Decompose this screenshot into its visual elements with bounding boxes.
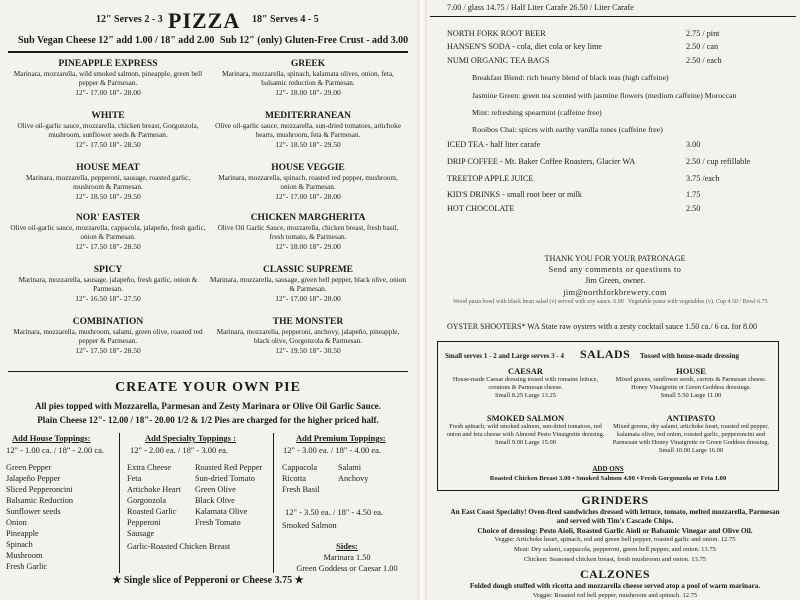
- premium-toppings-list-2: [338, 462, 368, 484]
- salad-name: CAESAR: [508, 366, 543, 376]
- add-ons-title: ADD ONS: [592, 465, 624, 473]
- pizza-desc: Marinara, mozzarella, spinach, kalamata olives, onion, feta, balsamic reduction & Parmesan.: [222, 70, 394, 87]
- salads-title: SALADS: [580, 347, 631, 361]
- grinder-chicken: Chicken: Seasoned chicken breast, fresh mushroom and onion. 13.75: [523, 556, 707, 563]
- specialty-toppings-last: Garlic-Roasted Chicken Breast: [127, 542, 231, 551]
- list-item: Sun-dried Tomato: [195, 474, 255, 483]
- list-item: Onion: [6, 518, 27, 527]
- divider: [273, 433, 274, 573]
- drink-price: 2.50 / each: [686, 56, 722, 65]
- salad-item: [612, 413, 770, 454]
- grinders-desc: An East Coast Specialty! Oven-fired sandwiches dressed with lettuce, tomato, melted mozzarella, Parmesan: [450, 508, 780, 516]
- pizza-price: 12"- 17.50 18"- 28.50: [75, 242, 141, 251]
- pizza-name: NOR' EASTER: [75, 213, 141, 223]
- list-item: Artichoke Heart: [127, 485, 181, 494]
- salad-dressing-note: Tossed with house-made dressing: [640, 352, 739, 360]
- pizza-name: THE MONSTER: [272, 317, 344, 327]
- drink-price: 2.50: [686, 204, 701, 213]
- pizza-price: 12"- 16.50 18"- 27.50: [75, 294, 141, 303]
- list-item: Spinach: [6, 540, 33, 549]
- list-item: Sunflower seeds: [6, 507, 61, 516]
- list-item: Fresh Basil: [282, 485, 320, 494]
- pizza-name: HOUSE VEGGIE: [271, 163, 345, 173]
- pizza-price: 12"- 17.00 18"- 28.00: [275, 294, 341, 303]
- pizza-item: [210, 316, 406, 356]
- pizza-desc: Olive Oil Garlic Sauce, mozzarella, chicken breast, fresh basil, fresh tomato, & Parmesan.: [217, 224, 399, 241]
- tea-item: Rooibos Chai: spices with earthy vanilla tones (caffeine free): [472, 125, 663, 134]
- smoked-salmon-topping: Smoked Salmon: [282, 521, 337, 530]
- pizza-name: COMBINATION: [72, 317, 144, 327]
- list-item: Gorgonzola: [127, 496, 167, 505]
- drink-name: HANSEN'S SODA - cola, diet cola or key lime: [447, 42, 602, 51]
- list-item: Roasted Red Pepper: [195, 463, 263, 472]
- create-your-own-note: All pies topped with Mozzarella, Parmesan and Zesty Marinara or Olive Oil Garlic Sauce.: [35, 401, 381, 411]
- pizza-item: [210, 212, 406, 252]
- pizza-name: WHITE: [91, 111, 125, 121]
- premium-toppings-list-1: [282, 462, 320, 495]
- list-item: Sausage: [127, 529, 155, 538]
- list-item: Jalapeño Pepper: [6, 474, 61, 483]
- list-item: Anchovy: [338, 474, 369, 483]
- pizza-item: [10, 316, 206, 356]
- specialty-toppings-list-1: [127, 462, 181, 539]
- pizza-desc: Marinara, mozzarella, pepperoni, sausage, roasted garlic, mushroom & Parmesan.: [25, 174, 191, 191]
- pizza-item: [10, 212, 206, 252]
- pizza-item: [210, 58, 406, 98]
- salad-desc: Fresh spinach, wild smoked salmon, sun-dried tomatoes, red onion and feta cheese with Almond Pesto Vinaigrette dressing.: [446, 423, 605, 438]
- list-item: Cappacola: [282, 463, 318, 472]
- pizza-item: [10, 264, 206, 304]
- salad-desc: Mixed greens, sunflower seeds, carrots & Parmesan cheese. Honey Vinaigrette or Green Goddess dressings.: [615, 376, 767, 391]
- list-item: Green Olive: [195, 485, 236, 494]
- divider: [430, 16, 796, 17]
- list-item: Balsamic Reduction: [6, 496, 74, 505]
- pizza-item: [10, 110, 206, 150]
- salad-item: [443, 366, 608, 399]
- pizza-desc: Olive oil-garlic sauce, mozzarella, chicken breast, Gorgonzola, mushroom, sunflower seeds & Parmesan.: [17, 122, 199, 139]
- salad-desc: House-made Caesar dressing tossed with romaine lettuce, croutons & Parmesan cheese.: [452, 376, 599, 391]
- drink-price: 1.75: [686, 190, 701, 199]
- pizza-item: [10, 58, 206, 98]
- drink-name: TREETOP APPLE JUICE: [447, 174, 534, 183]
- drink-price: 2.50 / can: [686, 42, 719, 51]
- plain-cheese-price: Plain Cheese 12"- 12.00 / 18"- 20.00 1/2 & 1/2 Pies are charged for the higher priced half.: [37, 415, 379, 425]
- list-item: Feta: [127, 474, 142, 483]
- drink-price: 2.75 / pint: [686, 29, 720, 38]
- grinders-desc-2: and served with Tim's Cascade Chips.: [556, 517, 674, 525]
- gluten-free-note: Sub 12" (only) Gluten-Free Crust - add 3.00: [220, 35, 409, 46]
- size-12-header: 12" Serves 2 - 3: [96, 14, 163, 25]
- pizza-price: 12"- 17.50 18"- 28.50: [75, 140, 141, 149]
- divider: [8, 51, 408, 53]
- drink-price: 3.75 /each: [686, 174, 720, 183]
- list-item: Kalamata Olive: [195, 507, 248, 516]
- tea-item: Breakfast Blend: rich hearty blend of black teas (high caffeine): [472, 73, 669, 82]
- drink-name: NORTH FORK ROOT BEER: [447, 29, 546, 38]
- list-item: Sliced Pepperoncini: [6, 485, 73, 494]
- create-your-own-title: CREATE YOUR OWN PIE: [115, 380, 301, 395]
- drink-name: NUMI ORGANIC TEA BAGS: [447, 56, 550, 65]
- pizza-price: 12"- 18.00 18"- 29.00: [275, 242, 341, 251]
- calzones-title: CALZONES: [579, 567, 651, 581]
- drink-price: 3.00: [686, 140, 701, 149]
- pizza-name: CHICKEN MARGHERITA: [250, 213, 366, 223]
- grinders-dressing: Choice of dressing: Pesto Aioli, Roasted Garlic Aioli or Balsamic Vinegar and Olive Oil.: [477, 526, 753, 535]
- pizza-item: [210, 264, 406, 304]
- pizza-price: 12"- 19.50 18"- 30.50: [275, 346, 341, 355]
- single-slice-offer: ★ Single slice of Pepperoni or Cheese 3.75 ★: [112, 575, 304, 586]
- size-18-header: 18" Serves 4 - 5: [252, 14, 319, 25]
- wine-prices: 7.00 / glass 14.75 / Half Liter Carafe 26.50 / Liter Carafe: [447, 3, 634, 12]
- tea-item: Mint: refreshing spearmint (caffeine free): [472, 108, 602, 117]
- pizza-desc: Olive oil-garlic sauce, mozzarella, cappacola, jalapeño, fresh garlic, onion & Parmesan.: [10, 224, 206, 241]
- pizza-price: 12"- 18.50 18"- 29.50: [275, 140, 341, 149]
- drink-name: KID'S DRINKS - small root beer or milk: [447, 190, 582, 199]
- pizza-desc: Marinara, mozzarella, spinach, roasted red pepper, mushroom, onion & Parmesan.: [218, 174, 398, 191]
- salad-item: [443, 413, 608, 446]
- calzone-veggie: Veggie: Roasted red bell pepper, mushroom and spinach. 12.75: [532, 592, 698, 599]
- salad-name: SMOKED SALMON: [486, 413, 565, 423]
- salad-name: HOUSE: [676, 366, 706, 376]
- house-toppings-title: Add House Toppings:: [12, 433, 91, 443]
- smoked-salmon-price: 12" - 3.50 ea. / 18" - 4.50 ea.: [285, 507, 384, 517]
- oyster-shooters: OYSTER SHOOTERS* WA State raw oysters with a zesty cocktail sauce 1.50 ca./ 6 ca. for 8.00: [447, 322, 758, 331]
- salad-price: Small 5.50 Large 11.00: [660, 392, 722, 399]
- pizza-item: [10, 162, 206, 202]
- calzones-desc: Folded dough stuffed with ricotta and mozzarella cheese served atop a pool of warm marinara.: [469, 582, 761, 590]
- specialty-toppings-price: 12" - 2.00 ea. / 18" - 3.00 ea.: [130, 445, 229, 455]
- pizza-price: 12"- 17.50 18"- 28.50: [75, 346, 141, 355]
- list-item: Fresh Tomato: [195, 518, 241, 527]
- pizza-desc: Marinara, mozzarella, wild smoked salmon, pineapple, green bell pepper & Parmesan.: [13, 70, 203, 87]
- drink-name: ICED TEA - half liter carafe: [447, 140, 541, 149]
- list-item: Pepperoni: [127, 518, 161, 527]
- divider: [119, 433, 120, 573]
- sides-title: Sides:: [336, 541, 358, 551]
- list-item: Green Pepper: [6, 463, 52, 472]
- salad-sizes: Small serves 1 - 2 and Large serves 3 - 4: [445, 352, 564, 360]
- salad-price: Small 8.25 Large 13.25: [494, 392, 557, 399]
- pizza-price: 12"- 18.50 18"- 29.50: [75, 192, 141, 201]
- pizza-price: 12"- 18.00 18"- 29.00: [275, 88, 341, 97]
- list-item: Ricotta: [282, 474, 306, 483]
- pizza-name: PINEAPPLE EXPRESS: [58, 59, 158, 69]
- divider: [8, 371, 408, 372]
- pizza-item: [210, 110, 406, 150]
- list-item: Salami: [338, 463, 362, 472]
- page-fold: [417, 0, 427, 600]
- house-toppings-price: 12" - 1.00 ca. / 18" - 2.00 ca.: [6, 445, 105, 455]
- list-item: Mushroom: [6, 551, 43, 560]
- salad-price: Small 10.00 Large 16.00: [658, 447, 724, 454]
- pizza-item: [210, 162, 406, 202]
- pizza-name: MEDITERRANEAN: [264, 111, 352, 121]
- pizza-desc: Marinara, mozzarella, sausage, green bell pepper, black olive, onion & Parmesan.: [210, 276, 406, 293]
- list-item: Extra Cheese: [127, 463, 172, 472]
- covered-text: Vegetable pasta with vegetables (v). Cup 4.50 / Bowl 6.75: [628, 299, 768, 305]
- tea-item: Jasmine Green: green tea scented with jasmine flowers (medium caffeine) Moroccan: [472, 91, 737, 100]
- sides-dressing: Green Goddess or Caesar 1.00: [296, 564, 398, 573]
- salad-price: Small 9.00 Large 15.00: [494, 439, 557, 446]
- pizza-name: SPICY: [93, 265, 123, 275]
- drink-price: 2.50 / cup refillable: [686, 157, 751, 166]
- drink-name: HOT CHOCOLATE: [447, 204, 515, 213]
- vegan-cheese-note: Sub Vegan Cheese 12" add 1.00 / 18" add 2.00: [18, 35, 215, 46]
- list-item: Fresh Garlic: [6, 562, 48, 571]
- list-item: Roasted Garlic: [127, 507, 177, 516]
- salad-item: [612, 366, 770, 399]
- list-item: Black Olive: [195, 496, 235, 505]
- page-title: PIZZA: [168, 8, 241, 33]
- premium-toppings-title: Add Premium Toppings:: [296, 433, 386, 443]
- pizza-name: GREEK: [290, 59, 326, 69]
- add-ons-list: Roasted Chicken Breast 3.00 • Smoked Salmon 4.00 • Fresh Gorgonzola or Feta 1.00: [489, 475, 727, 482]
- pizza-name: CLASSIC SUPREME: [262, 265, 353, 275]
- specialty-toppings-list-2: [195, 462, 262, 528]
- sides-marinara: Marinara 1.50: [323, 553, 371, 562]
- premium-toppings-price: 12" - 3.00 ea. / 18" - 4.00 ea.: [283, 445, 382, 455]
- drink-name: DRIP COFFEE - Mt. Baker Coffee Roasters, Glacier WA: [447, 157, 636, 166]
- pizza-name: HOUSE MEAT: [76, 163, 140, 173]
- salad-name: ANTIPASTO: [666, 413, 716, 423]
- grinders-title: GRINDERS: [581, 493, 649, 507]
- pizza-price: 12"- 17.00 18"- 28.00: [75, 88, 141, 97]
- comments-note: Send any comments or questions to: [548, 265, 682, 274]
- owner-name: Jim Green, owner.: [584, 276, 646, 285]
- list-item: Pineapple: [6, 529, 39, 538]
- specialty-toppings-title: Add Specialty Toppings :: [145, 433, 236, 443]
- thank-you: THANK YOU FOR YOUR PATRONAGE: [544, 254, 686, 263]
- house-toppings-list: [6, 462, 73, 572]
- pizza-price: 12"- 17.00 18"- 28.00: [275, 192, 341, 201]
- pizza-desc: Marinara, mozzarella, mushroom, salami, green olive, roasted red pepper & Parmesan.: [13, 328, 203, 345]
- salad-desc: Mixed greens, dry salami, artichoke heart, roasted red pepper, kalamata olive, red onion, roasted garlic, pepperoncini and Parmesan with Honey Vinaigrette or Green Goddess dressing.: [612, 423, 770, 446]
- pizza-desc: Olive oil-garlic sauce, mozzarella, sun-dried tomatoes, artichoke hearts, mushroom, feta & Parmesan.: [215, 122, 401, 139]
- grinder-veggie: Veggie: Artichoke heart, spinach, red and green bell pepper, roasted garlic and onion. 12.75: [494, 536, 736, 543]
- covered-text: Wood pasta bowl with black bean salad (v) served with soy sauce. 6.00: [453, 299, 624, 305]
- grinder-meat: Meat: Dry salami, cappacola, pepperoni, green bell pepper, and onion. 13.75: [514, 546, 716, 553]
- contact-email: jim@northforkbrewery.com: [563, 288, 667, 297]
- pizza-desc: Marinara, mozzarella, sausage, jalapeño, fresh garlic, onion & Parmesan.: [18, 276, 198, 293]
- pizza-desc: Marinara, mozzarella, pepperoni, anchovy, jalapeño, pineapple, black olive, Gorgonzola & Parmesan.: [216, 328, 400, 345]
